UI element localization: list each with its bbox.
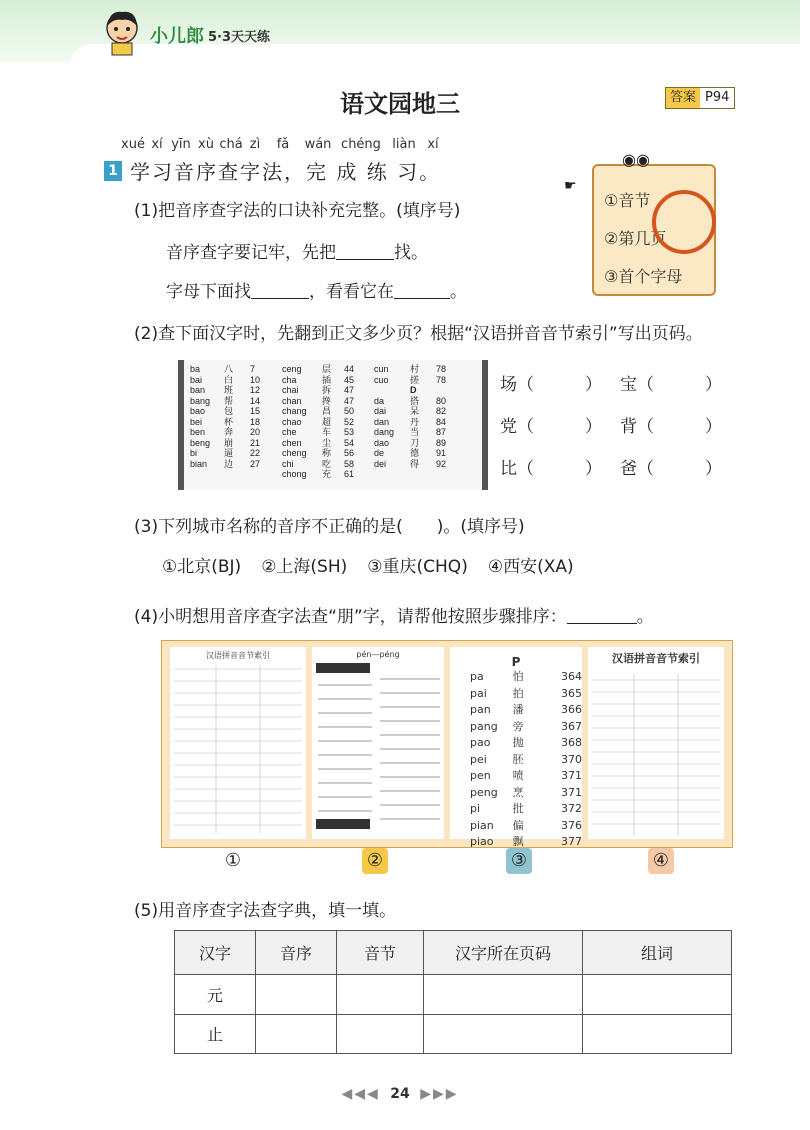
syllable: bang: [190, 395, 211, 406]
brand-name: 小儿郎: [150, 26, 204, 47]
page-num: 50: [344, 406, 355, 416]
page-num: 47: [344, 395, 355, 406]
index-row: [282, 406, 354, 417]
answer-badge: [665, 87, 735, 109]
index-row: [374, 459, 446, 470]
lookup-blank[interactable]: 背（ ）: [620, 417, 722, 437]
card-item: ③首个字母: [604, 267, 683, 286]
syllable: chai: [282, 385, 299, 395]
syllable: pi: [470, 802, 481, 815]
option[interactable]: ③重庆(CHQ): [367, 557, 468, 577]
index-row: [450, 768, 582, 785]
answer-cell[interactable]: [256, 1014, 337, 1054]
char: 边: [224, 458, 234, 469]
syllable: ban: [190, 385, 206, 395]
answer-label: 答案: [666, 88, 700, 108]
syllable: dei: [374, 458, 387, 469]
index-row: [450, 719, 582, 736]
index-column: [282, 364, 354, 480]
index-row: [450, 702, 582, 719]
part2-heading: (2)查下面汉字时，先翻到正文多少页？根据“汉语拼音音节索引”写出页码。: [134, 324, 703, 344]
index-row: [374, 375, 446, 386]
table-char: 元: [175, 975, 256, 1015]
char: 潘: [512, 703, 524, 716]
dictionary-page-1: [170, 647, 306, 839]
index-row: [450, 669, 582, 686]
syllable: bei: [190, 416, 203, 427]
pinyin: fǎ: [276, 137, 290, 152]
char: 尘: [322, 437, 332, 448]
char: 德: [410, 448, 420, 458]
question-number: 1: [104, 161, 122, 181]
page-num: 371: [561, 785, 582, 799]
page-num: 365: [561, 686, 582, 700]
page-num: 10: [250, 374, 261, 385]
index-row: [282, 364, 354, 375]
step-label-2: ②: [362, 848, 388, 874]
lookup-blank[interactable]: 党（ ）: [500, 417, 602, 437]
index-row: [282, 396, 354, 407]
char: 呆: [410, 406, 420, 416]
letter-heading: D: [410, 385, 417, 395]
answer-cell[interactable]: [583, 1014, 732, 1054]
syllable: pei: [470, 752, 487, 766]
index-row: [282, 459, 354, 470]
page-num: 366: [561, 703, 582, 716]
syllable: pao: [470, 736, 491, 749]
answer-cell[interactable]: [337, 1014, 424, 1054]
text: 音序查字要记牢，先把: [166, 243, 336, 263]
index-row: [450, 801, 582, 818]
text: 字母下面找: [166, 282, 251, 302]
city-options: [162, 552, 574, 577]
pinyin: liàn: [392, 137, 416, 152]
letter-heading: P: [511, 655, 521, 669]
index-row: [190, 459, 260, 470]
syllable: chen: [282, 437, 302, 448]
answer-cell[interactable]: [337, 975, 424, 1015]
char: 昌: [322, 406, 332, 416]
char: 崩: [224, 437, 234, 448]
page-num: 21: [250, 437, 261, 448]
index-row: [282, 417, 354, 428]
lookup-blank[interactable]: 场（ ）: [500, 375, 602, 395]
page-num: 91: [436, 448, 447, 458]
syllable: cun: [374, 364, 389, 374]
page-num: 56: [344, 448, 355, 458]
option[interactable]: ④西安(XA): [487, 557, 574, 577]
page-num: 80: [436, 395, 447, 406]
page-num: 82: [436, 406, 447, 416]
char: 批: [512, 802, 524, 815]
index-row: [450, 818, 582, 835]
char: 抛: [512, 736, 524, 749]
page-num: 364: [561, 670, 582, 683]
syllable: chang: [282, 406, 307, 416]
index-row: [190, 417, 260, 428]
index-row: [190, 375, 260, 386]
table-header-row: [175, 931, 732, 975]
char: 烹: [512, 785, 524, 799]
page-num: 376: [561, 818, 582, 832]
syllable: pang: [470, 719, 498, 733]
page-num: 78: [436, 374, 447, 385]
answer-cell[interactable]: [424, 1014, 583, 1054]
hand-icon: ☛: [564, 178, 577, 194]
pinyin: xù: [198, 137, 214, 152]
char: 拆: [322, 385, 332, 395]
next-arrows-icon: ▶▶▶: [420, 1086, 459, 1102]
syllable-index-excerpt: [178, 360, 488, 490]
index-row: [450, 686, 582, 703]
card-item: ①音节: [604, 191, 651, 210]
char: 逼: [224, 448, 234, 458]
index-row: [282, 375, 354, 386]
pinyin: wán: [304, 137, 332, 152]
column-header: 汉字所在页码: [424, 931, 583, 975]
char: 喷: [512, 769, 524, 782]
index-row: [374, 448, 446, 459]
syllable: pian: [470, 818, 494, 832]
page-num: 89: [436, 437, 447, 448]
eyes-icon: ◉◉: [622, 150, 650, 169]
answer-cell[interactable]: [583, 975, 732, 1015]
syllable: bian: [190, 458, 208, 469]
index-row: [190, 385, 260, 396]
page-num: 14: [250, 395, 261, 406]
index-column: [374, 364, 446, 469]
page-num: 58: [344, 458, 355, 469]
char: 当: [410, 427, 420, 437]
char: 丹: [410, 416, 420, 427]
index-row: [374, 417, 446, 428]
text: (4)小明想用音序查字法查“朋”字，请帮他按照步骤排序：: [134, 607, 567, 627]
syllable: chao: [282, 416, 302, 427]
page-num: 92: [436, 458, 447, 469]
dictionary-text-graphic: [312, 659, 444, 835]
index-row: [450, 752, 582, 769]
index-row: [450, 735, 582, 752]
dictionary-steps-panel: [161, 640, 733, 848]
page-num: 372: [561, 802, 582, 815]
char: 偏: [512, 818, 524, 832]
char: 班: [224, 385, 234, 395]
brand-series: 5·3天天练: [208, 29, 271, 45]
char: 胚: [512, 752, 524, 766]
char: 奔: [224, 427, 234, 437]
question-text: 学习音序查字法，完 成 练 习。: [130, 160, 442, 184]
char: 得: [410, 458, 420, 469]
syllable: dai: [374, 406, 387, 416]
page-title-small: 汉语拼音音节索引: [206, 651, 270, 660]
syllable: dao: [374, 437, 390, 448]
syllable: pai: [470, 686, 487, 700]
prev-arrows-icon: ◀◀◀: [341, 1086, 380, 1102]
page-num: 12: [250, 385, 261, 395]
syllable: pa: [470, 670, 484, 683]
page-num: 20: [250, 427, 261, 437]
table-row: [175, 1014, 732, 1054]
index-row: [374, 364, 446, 375]
page-num: 53: [344, 427, 355, 437]
char: 帮: [224, 395, 234, 406]
syllable: da: [374, 395, 385, 406]
option[interactable]: ②上海(SH): [261, 557, 348, 577]
step-label-4: ④: [648, 848, 674, 874]
index-row: [374, 385, 446, 396]
lookup-blank[interactable]: 宝（ ）: [620, 375, 722, 395]
boy-mascot-icon: [100, 6, 144, 56]
syllable: dan: [374, 416, 390, 427]
page-title-small: 汉语拼音音节索引: [612, 652, 700, 665]
option[interactable]: ①北京(BJ): [162, 557, 242, 577]
pinyin: xué: [121, 137, 145, 152]
table-row: [175, 975, 732, 1015]
column-header: 音序: [256, 931, 337, 975]
pinyin-row: [120, 137, 444, 152]
index-row: [374, 406, 446, 417]
lookup-table: [174, 930, 732, 1054]
index-row: [190, 448, 260, 459]
page-header-small: pén—péng: [356, 650, 400, 659]
column-header: 汉字: [175, 931, 256, 975]
part1-line2: [166, 277, 467, 302]
answer-blank[interactable]: [394, 281, 450, 299]
syllable: chi: [282, 458, 294, 469]
index-grid-graphic: [588, 666, 724, 842]
syllable: chan: [282, 395, 302, 406]
page-num: 22: [250, 448, 261, 458]
syllable: cheng: [282, 448, 307, 458]
pinyin: chéng: [341, 137, 381, 152]
char: 插: [322, 374, 332, 385]
pinyin: chá: [219, 137, 243, 152]
pinyin: xí: [427, 137, 439, 152]
char: 怕: [512, 670, 524, 683]
syllable: che: [282, 427, 297, 437]
index-grid-graphic: [170, 661, 306, 837]
index-row: [282, 448, 354, 459]
page-num: 368: [561, 736, 582, 749]
page-num: 367: [561, 719, 582, 733]
index-row: [282, 385, 354, 396]
page-num: 377: [561, 835, 582, 848]
index-row: [190, 364, 260, 375]
char: 层: [322, 364, 332, 374]
syllable: ba: [190, 364, 201, 374]
syllable: cha: [282, 374, 297, 385]
page-footer: [0, 1086, 800, 1102]
index-row: [190, 427, 260, 438]
syllable: beng: [190, 437, 211, 448]
page-num: 15: [250, 406, 261, 416]
column-header: 组词: [583, 931, 732, 975]
page-num: 54: [344, 437, 355, 448]
index-row: [190, 438, 260, 449]
char: 拍: [512, 686, 524, 700]
column-header: 音节: [337, 931, 424, 975]
index-row: [282, 469, 354, 480]
part1-line1: [166, 238, 428, 263]
syllable: ben: [190, 427, 206, 437]
syllable: piao: [470, 835, 494, 848]
page-number: 24: [390, 1086, 410, 1102]
answer-page: P94: [700, 88, 734, 108]
page-num: 44: [344, 364, 355, 374]
char: 杯: [224, 416, 234, 427]
dictionary-page-2: [312, 647, 444, 839]
syllable: peng: [470, 785, 498, 799]
char: 旁: [512, 719, 524, 733]
pinyin: zì: [249, 137, 261, 152]
page-num: 84: [436, 416, 447, 427]
index-row: [190, 406, 260, 417]
step-label-3: ③: [506, 848, 532, 874]
lookup-blank[interactable]: 爸（ ）: [620, 459, 722, 479]
page-num: 87: [436, 427, 447, 437]
page-num: 45: [344, 374, 355, 385]
index-row: [282, 438, 354, 449]
answer-blank[interactable]: [251, 281, 309, 299]
index-row: [374, 427, 446, 438]
syllable: pen: [470, 769, 491, 782]
index-row: [374, 396, 446, 407]
char: 车: [322, 427, 332, 437]
index-row: [282, 427, 354, 438]
index-column: [190, 364, 260, 469]
char: 八: [224, 364, 234, 374]
char: 超: [322, 416, 332, 427]
char: 充: [322, 469, 332, 479]
syllable: cuo: [374, 374, 389, 385]
char: 搀: [322, 395, 332, 406]
part4-heading: [134, 602, 654, 627]
char: 包: [224, 406, 234, 416]
syllable: ceng: [282, 364, 302, 374]
char: 吃: [322, 458, 332, 469]
text: ，看看它在: [309, 282, 394, 302]
syllable: dang: [374, 427, 395, 437]
page-num: 7: [250, 364, 256, 374]
page-num: 47: [344, 385, 355, 395]
dictionary-page-3: [450, 647, 582, 848]
card-item: ②第几页: [604, 229, 667, 248]
syllable: bai: [190, 374, 203, 385]
char: 飘: [512, 835, 524, 848]
char: 搭: [410, 395, 420, 406]
syllable: de: [374, 448, 385, 458]
answer-blank[interactable]: [336, 242, 394, 260]
char: 刀: [410, 437, 420, 448]
brand-logo: [150, 22, 270, 48]
part1-heading: (1)把音序查字法的口诀补充完整。(填序号): [134, 201, 461, 221]
syllable: chong: [282, 469, 307, 479]
char: 搓: [410, 374, 420, 385]
dictionary-page-4: [588, 647, 724, 839]
index-row: [190, 396, 260, 407]
question-1: [104, 156, 441, 185]
lookup-blank[interactable]: 比（ ）: [500, 459, 602, 479]
step-label-1: ①: [220, 848, 246, 874]
answer-cell[interactable]: [256, 975, 337, 1015]
text: 。: [450, 282, 467, 302]
char: 称: [322, 448, 332, 458]
pinyin: yīn: [171, 137, 191, 152]
text: 。: [636, 607, 654, 627]
syllable: pan: [470, 703, 491, 716]
answer-blank[interactable]: [567, 606, 637, 624]
text: 找。: [394, 243, 428, 263]
answer-cell[interactable]: [424, 975, 583, 1015]
part5-heading: (5)用音序查字法查字典，填一填。: [134, 901, 397, 921]
page-num: 61: [344, 469, 355, 479]
page-num: 18: [250, 416, 261, 427]
syllable: bao: [190, 406, 206, 416]
page-num: 371: [561, 769, 582, 782]
header-cutout: [70, 44, 810, 84]
table-char: 止: [175, 1014, 256, 1054]
page-title: 语文园地三: [340, 90, 460, 118]
page-num: 27: [250, 458, 261, 469]
syllable: bi: [190, 448, 198, 458]
char: 白: [224, 374, 234, 385]
pinyin: xí: [151, 137, 163, 152]
page-num: 52: [344, 416, 355, 427]
page-num: 370: [561, 752, 582, 766]
part3-heading: (3)下列城市名称的音序不正确的是( )。(填序号): [134, 517, 525, 537]
index-row: [450, 785, 582, 802]
char: 村: [410, 364, 420, 374]
index-row: [374, 438, 446, 449]
magnifier-icon: [652, 190, 716, 254]
page-num: 78: [436, 364, 447, 374]
